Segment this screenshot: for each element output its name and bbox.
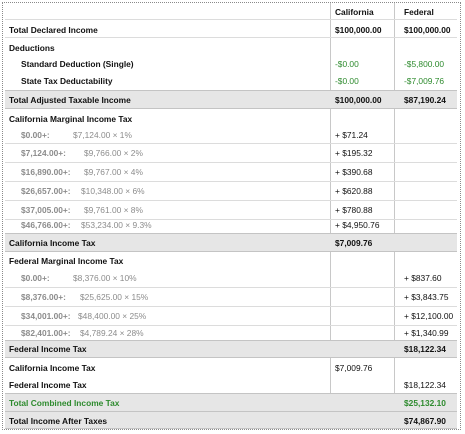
- fed-bracket-row: [5, 269, 457, 288]
- income-after-taxes-value: $74,867.90: [404, 416, 446, 426]
- fed-bracket-amount: + $12,100.00: [404, 311, 454, 321]
- total-declared-ca: $100,000.00: [335, 25, 382, 35]
- total-declared-label: Total Declared Income: [9, 25, 98, 35]
- fed-bracket-amount: + $837.60: [404, 273, 442, 283]
- fed-bracket-row: [5, 307, 457, 326]
- ca-bracket-threshold: $26,657.00+:: [21, 186, 71, 196]
- ca-bracket-threshold: $7,124.00+:: [21, 148, 66, 158]
- ca-bracket-amount: + $71.24: [335, 130, 368, 140]
- deductions-title: Deductions: [9, 43, 55, 53]
- ca-bracket-calc: $53,234.00 × 9.3%: [81, 220, 152, 230]
- fed-bracket-threshold: $8,376.00+:: [21, 292, 66, 302]
- state-tax-deduction-label: State Tax Deductability: [21, 76, 113, 86]
- standard-deduction-label: Standard Deduction (Single): [21, 59, 134, 69]
- total-declared-row: [5, 20, 457, 38]
- fed-bracket-amount: + $3,843.75: [404, 292, 449, 302]
- ca-bracket-row: [5, 126, 457, 144]
- income-after-taxes-label: Total Income After Taxes: [9, 416, 108, 426]
- state-tax-deduction-row: [5, 72, 457, 88]
- summary-fed-row: [5, 376, 457, 393]
- combined-tax-label: Total Combined Income Tax: [9, 398, 120, 408]
- summary-ca-label: California Income Tax: [9, 363, 96, 373]
- header-federal: Federal: [404, 7, 434, 17]
- adjusted-income-label: Total Adjusted Taxable Income: [9, 95, 131, 105]
- ca-bracket-amount: + $4,950.76: [335, 220, 380, 230]
- adjusted-income-row: [5, 90, 457, 109]
- fed-income-tax-total: $18,122.34: [404, 344, 446, 354]
- standard-deduction-row: [5, 55, 457, 71]
- standard-deduction-fed: -$5,800.00: [404, 59, 445, 69]
- ca-bracket-calc: $10,348.00 × 6%: [81, 186, 145, 196]
- adjusted-income-ca: $100,000.00: [335, 95, 382, 105]
- fed-marginal-title-row: [5, 254, 457, 269]
- fed-bracket-threshold: $0.00+:: [21, 273, 50, 283]
- summary-ca-row: [5, 359, 457, 376]
- adjusted-income-fed: $87,190.24: [404, 95, 446, 105]
- ca-bracket-threshold: $37,005.00+:: [21, 205, 71, 215]
- state-tax-deduction-ca: -$0.00: [335, 76, 359, 86]
- ca-bracket-amount: + $620.88: [335, 186, 373, 196]
- ca-bracket-threshold: $0.00+:: [21, 130, 50, 140]
- ca-bracket-amount: + $390.68: [335, 167, 373, 177]
- fed-bracket-row: [5, 326, 457, 341]
- ca-bracket-row: [5, 163, 457, 182]
- fed-bracket-threshold: $82,401.00+:: [21, 328, 71, 338]
- ca-bracket-amount: + $195.32: [335, 148, 373, 158]
- ca-bracket-row: [5, 144, 457, 163]
- fed-bracket-amount: + $1,340.99: [404, 328, 449, 338]
- fed-bracket-calc: $25,625.00 × 15%: [80, 292, 149, 302]
- ca-bracket-threshold: $16,890.00+:: [21, 167, 71, 177]
- ca-bracket-row: [5, 220, 457, 232]
- fed-bracket-row: [5, 288, 457, 307]
- standard-deduction-ca: -$0.00: [335, 59, 359, 69]
- ca-bracket-calc: $9,767.00 × 4%: [84, 167, 143, 177]
- summary-fed-value: $18,122.34: [404, 380, 446, 390]
- ca-income-tax-total: $7,009.76: [335, 238, 373, 248]
- combined-tax-value: $25,132.10: [404, 398, 446, 408]
- ca-marginal-title-row: [5, 110, 457, 126]
- ca-bracket-row: [5, 182, 457, 201]
- header-california: California: [335, 7, 374, 17]
- ca-bracket-amount: + $780.88: [335, 205, 373, 215]
- fed-income-tax-label: Federal Income Tax: [9, 344, 87, 354]
- ca-bracket-calc: $9,761.00 × 8%: [84, 205, 143, 215]
- summary-fed-label: Federal Income Tax: [9, 380, 87, 390]
- ca-bracket-row: [5, 201, 457, 220]
- fed-bracket-calc: $4,789.24 × 28%: [80, 328, 144, 338]
- combined-tax-row: [5, 393, 457, 412]
- fed-bracket-calc: $8,376.00 × 10%: [73, 273, 137, 283]
- ca-income-tax-row: [5, 233, 457, 252]
- ca-marginal-title: California Marginal Income Tax: [9, 114, 133, 124]
- fed-income-tax-row: [5, 340, 457, 358]
- total-declared-fed: $100,000.00: [404, 25, 451, 35]
- ca-bracket-calc: $7,124.00 × 1%: [73, 130, 132, 140]
- summary-ca-value: $7,009.76: [335, 363, 373, 373]
- ca-bracket-threshold: $46,766.00+:: [21, 220, 71, 230]
- fed-bracket-threshold: $34,001.00+:: [21, 311, 71, 321]
- ca-income-tax-label: California Income Tax: [9, 238, 96, 248]
- ca-bracket-calc: $9,766.00 × 2%: [84, 148, 143, 158]
- fed-bracket-calc: $48,400.00 × 25%: [78, 311, 147, 321]
- state-tax-deduction-fed: -$7,009.76: [404, 76, 445, 86]
- header-row: [5, 4, 457, 20]
- deductions-title-row: [5, 39, 457, 55]
- fed-marginal-title: Federal Marginal Income Tax: [9, 256, 124, 266]
- income-after-taxes-row: [5, 411, 457, 429]
